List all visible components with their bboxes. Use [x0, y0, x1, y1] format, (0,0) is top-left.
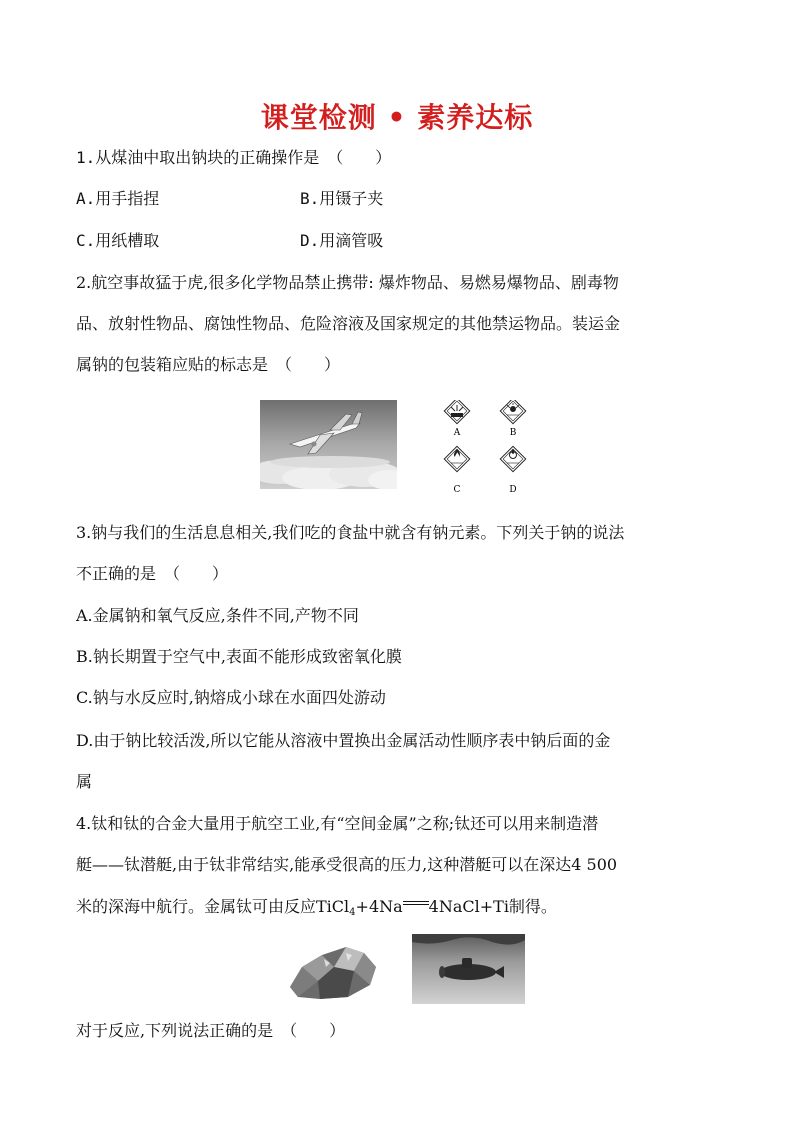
q4-line-2: 艇——钛潜艇,由于钛非常结实,能承受很高的压力,这种潜艇可以在深达4 500	[76, 855, 618, 874]
sign-letter-b: B	[509, 428, 517, 438]
q3-line-1: 3.钠与我们的生活息息相关,我们吃的食盐中就含有钠元素。下列关于钠的说法	[76, 523, 625, 542]
q1-option-b: B.用镊子夹	[300, 189, 384, 208]
sign-letter-c: C	[453, 485, 461, 495]
sign-letter-d: D	[509, 485, 517, 495]
q4-reactant: +4Na	[355, 897, 403, 916]
submarine-image	[412, 934, 525, 1004]
airplane-image	[260, 400, 397, 489]
q3-option-a: A.金属钠和氧气反应,条件不同,产物不同	[76, 606, 359, 625]
q2-line-1: 2.航空事故猛于虎,很多化学物品禁止携带: 爆炸物品、易燃易爆物品、剧毒物	[76, 273, 619, 292]
q4-subscript: 4	[349, 907, 356, 918]
q1-option-a: A.用手指捏	[76, 189, 160, 208]
titanium-ore-image	[284, 937, 380, 1005]
hazard-sign-a	[444, 400, 469, 438]
q4-followup: 对于反应,下列说法正确的是 （ ）	[76, 1021, 346, 1040]
q3-option-c: C.钠与水反应时,钠熔成小球在水面四处游动	[76, 688, 386, 707]
q4-line-1: 4.钛和钛的合金大量用于航空工业,有“空间金属”之称;钛还可以用来制造潜	[76, 814, 599, 833]
equation-equals-sign	[403, 900, 429, 908]
hazard-signs-panel	[433, 400, 537, 496]
q2-line-2: 品、放射性物品、腐蚀性物品、危险溶液及国家规定的其他禁运物品。装运金	[76, 314, 621, 333]
q1-stem: 1.从煤油中取出钠块的正确操作是 （ ）	[76, 148, 392, 167]
hazard-sign-c	[444, 446, 469, 495]
q4-line-3-text: 米的深海中航行。金属钛可由反应TiCl	[76, 897, 350, 916]
q3-option-b: B.钠长期置于空气中,表面不能形成致密氧化膜	[76, 647, 402, 666]
q1-option-d: D.用滴管吸	[300, 231, 384, 250]
q2-line-3: 属钠的包装箱应贴的标志是 （ ）	[76, 355, 341, 374]
hazard-sign-b	[500, 400, 525, 438]
q4-products: 4NaCl+Ti制得。	[428, 897, 557, 916]
sign-letter-a: A	[453, 428, 461, 438]
q3-line-2: 不正确的是 （ ）	[76, 564, 229, 583]
page-title: 课堂检测 • 素养达标	[260, 101, 534, 134]
hazard-sign-d	[500, 446, 525, 495]
q3-option-d-cont: 属	[76, 772, 93, 791]
q3-option-d: D.由于钠比较活泼,所以它能从溶液中置换出金属活动性顺序表中钠后面的金	[76, 731, 611, 750]
q4-line-3	[76, 897, 557, 923]
q1-option-c: C.用纸槽取	[76, 231, 160, 250]
